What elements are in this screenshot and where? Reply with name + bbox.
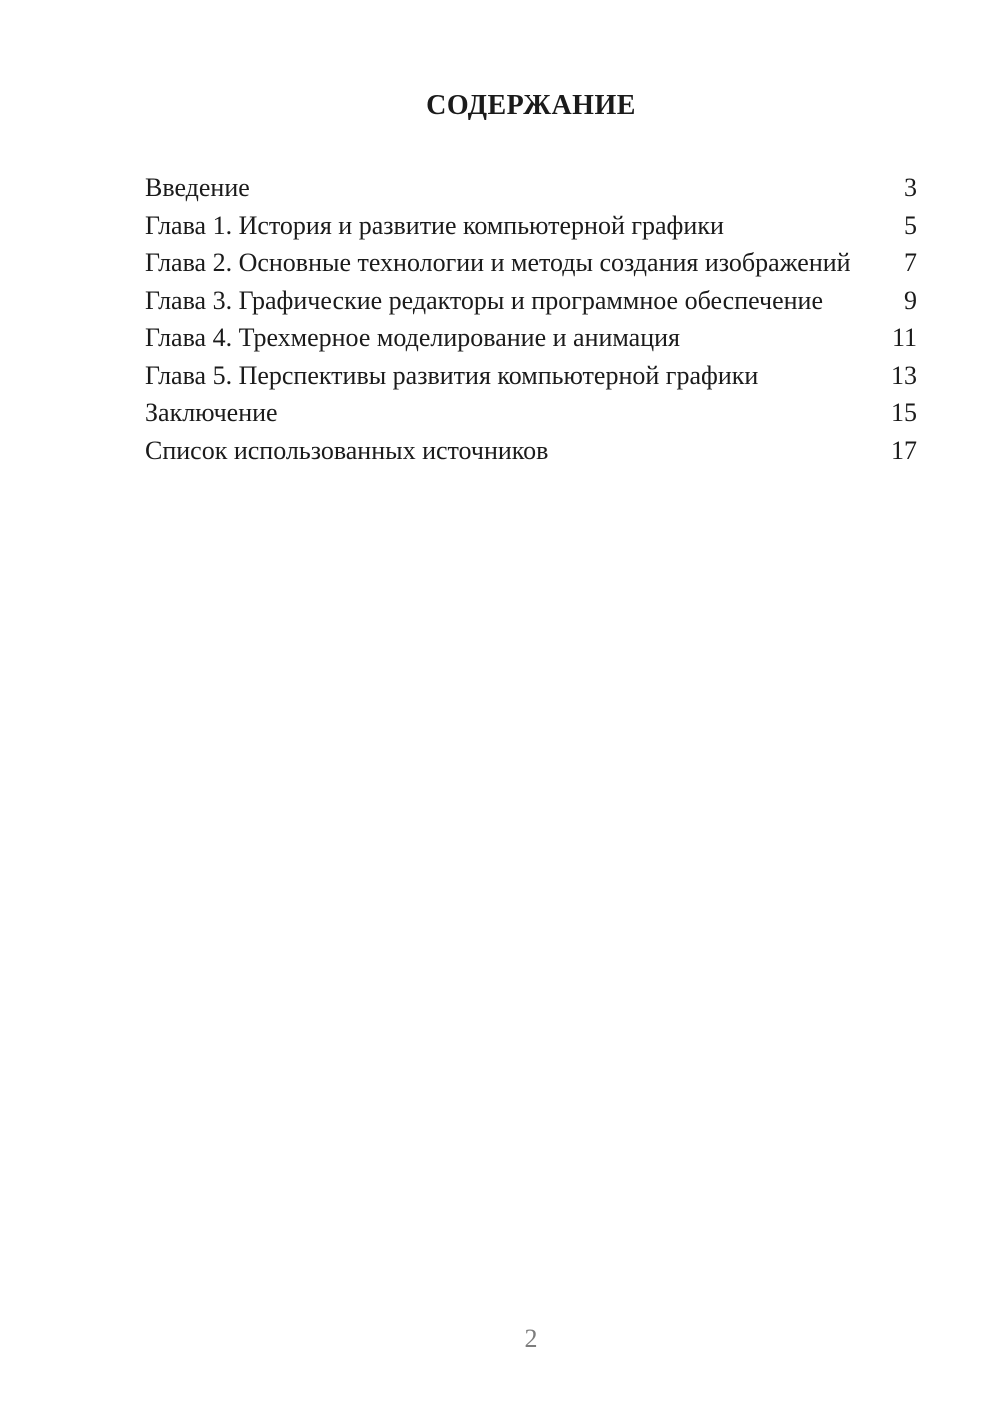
toc-entry-page-number: 17 bbox=[891, 435, 917, 465]
page-title: СОДЕРЖАНИЕ bbox=[426, 90, 636, 121]
toc-entry-label: Глава 3. Графические редакторы и программное обеспечение bbox=[145, 285, 824, 315]
toc-entry bbox=[145, 432, 917, 470]
toc-entry-page-number: 15 bbox=[891, 398, 917, 427]
toc-entry-page-number: 7 bbox=[904, 248, 917, 277]
toc-entry-label: Глава 5. Перспективы развития компьютерной графики bbox=[145, 360, 759, 390]
toc-entry-page-number: 11 bbox=[891, 323, 917, 352]
footer-page-number: 2 bbox=[524, 1324, 538, 1353]
toc-entry-page-number: 13 bbox=[891, 360, 917, 390]
toc-entry-label: Заключение bbox=[145, 398, 278, 427]
toc-entry bbox=[145, 244, 917, 282]
toc-entry-label: Глава 1. История и развитие компьютерной графики bbox=[145, 210, 724, 240]
toc-entry-page-number: 5 bbox=[904, 210, 917, 240]
text-block bbox=[0, 90, 1000, 469]
toc-entry bbox=[145, 357, 917, 395]
toc-entry bbox=[145, 169, 917, 207]
toc-entry-label: Список использованных источников bbox=[145, 435, 549, 465]
toc-entry bbox=[145, 394, 917, 432]
toc-entry-page-number: 3 bbox=[904, 173, 917, 202]
toc-entry-page-number: 9 bbox=[904, 285, 917, 315]
toc-entry bbox=[145, 282, 917, 320]
toc-entry bbox=[145, 207, 917, 245]
toc-entry-label: Глава 4. Трехмерное моделирование и анимация bbox=[145, 323, 681, 352]
table-of-contents bbox=[145, 169, 917, 469]
toc-entry-label: Введение bbox=[145, 173, 250, 202]
toc-entry-label: Глава 2. Основные технологии и методы создания изображений bbox=[145, 248, 851, 277]
toc-entry bbox=[145, 319, 917, 357]
